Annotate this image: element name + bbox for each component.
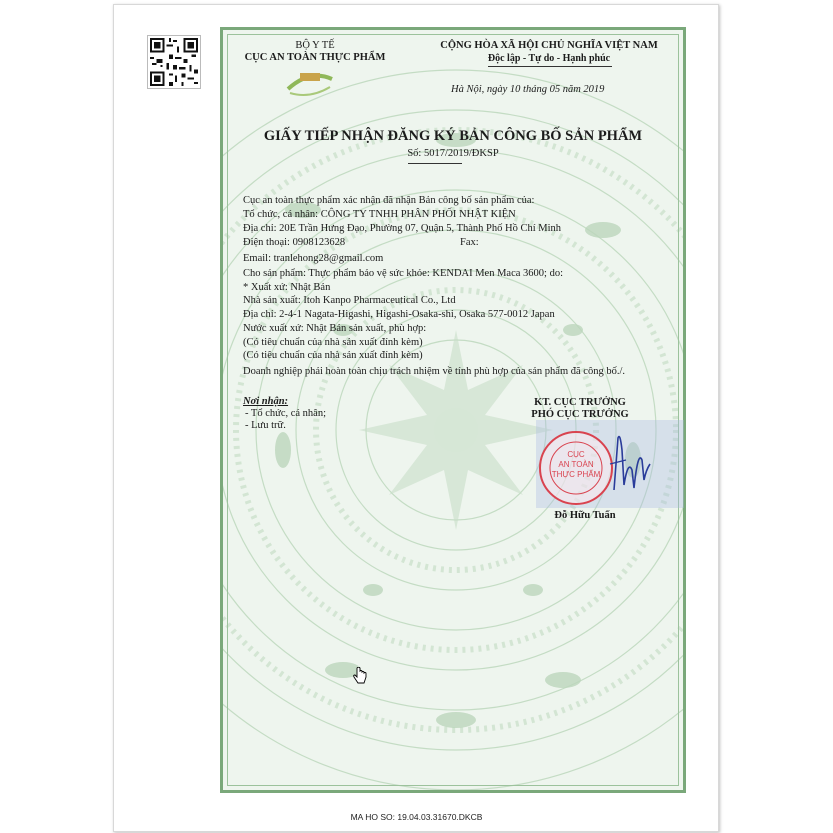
signer-name: Đỗ Hữu Tuấn — [554, 510, 616, 521]
seal-text-line: CỤC — [567, 450, 585, 459]
agency-name: CỤC AN TOÀN THỰC PHẨM — [244, 52, 386, 63]
date-line: Hà Nội, ngày 10 tháng 05 năm 2019 — [451, 84, 605, 95]
motto-underline — [488, 66, 612, 67]
body-line-intro: Cục an toàn thực phẩm xác nhận đã nhận Bản công bố sản phẩm của: — [243, 195, 535, 206]
seal-text-line: THỰC PHẨM — [551, 470, 601, 479]
body-line-product: Cho sản phẩm: Thực phẩm bảo vệ sức khỏe: KENDAI Men Maca 3600; do: — [243, 268, 563, 279]
qr-code — [147, 35, 201, 89]
body-line-fax: Fax: — [460, 237, 479, 248]
body-line-responsibility: Doanh nghiệp phải hoàn toàn chịu trách nhiệm về tính phù hợp của sản phẩm đã công bố./. — [243, 366, 625, 377]
handwritten-signature — [604, 430, 652, 496]
signature-title: KT. CỤC TRƯỞNG — [534, 397, 626, 408]
document-number: Số: 5017/2019/ĐKSP — [407, 148, 499, 159]
recipients-heading: Nơi nhận: — [243, 396, 289, 407]
recipient-item: - Tổ chức, cá nhân; — [245, 408, 327, 419]
body-line-email: Email: tranlehong28@gmail.com — [243, 253, 384, 264]
document-title: GIẤY TIẾP NHẬN ĐĂNG KÝ BẢN CÔNG BỐ SẢN PHẨM — [263, 128, 643, 144]
record-code: MA HO SO: 19.04.03.31670.DKCB — [350, 812, 483, 822]
body-line-origin: * Xuất xứ: Nhật Bản — [243, 282, 331, 293]
agency-logo — [282, 65, 338, 99]
body-line-manufacturer-address: Địa chỉ: 2-4-1 Nagata-Higashi, Higashi-Osaka-shi, Osaka 577-0012 Japan — [243, 309, 555, 320]
nation-title: CỘNG HÒA XÃ HỘI CHỦ NGHĨA VIỆT NAM — [440, 40, 658, 51]
hand-cursor-icon — [352, 667, 368, 685]
nation-motto: Độc lập - Tự do - Hạnh phúc — [487, 53, 611, 64]
body-line-phone: Điện thoại: 0908123628 — [243, 237, 346, 248]
body-line-organization: Tổ chức, cá nhân: CÔNG TY TNHH PHÂN PHỐI NHẬT KIỆN — [243, 209, 516, 220]
body-line-manufacturer: Nhà sản xuất: Itoh Kanpo Pharmaceutical Co., Ltd — [243, 295, 456, 306]
body-line-address: Địa chỉ: 20E Trần Hưng Đạo, Phường 07, Quận 5, Thành Phố Hồ Chí Minh — [243, 223, 562, 234]
seal-text-line: AN TOÀN — [558, 460, 594, 469]
signature-subtitle: PHÓ CỤC TRƯỞNG — [531, 409, 629, 420]
body-line-standard-1: (Có tiêu chuẩn của nhà sản xuất đính kèm) — [243, 337, 423, 348]
body-line-standard-2: (Có tiêu chuẩn của nhà sản xuất đính kèm) — [243, 350, 423, 361]
ministry-name: BỘ Y TẾ — [295, 40, 335, 51]
recipient-item: - Lưu trữ. — [245, 420, 286, 431]
number-underline — [408, 163, 462, 164]
body-line-country: Nước xuất xứ: Nhật Bản sản xuất, phù hợp: — [243, 323, 427, 334]
